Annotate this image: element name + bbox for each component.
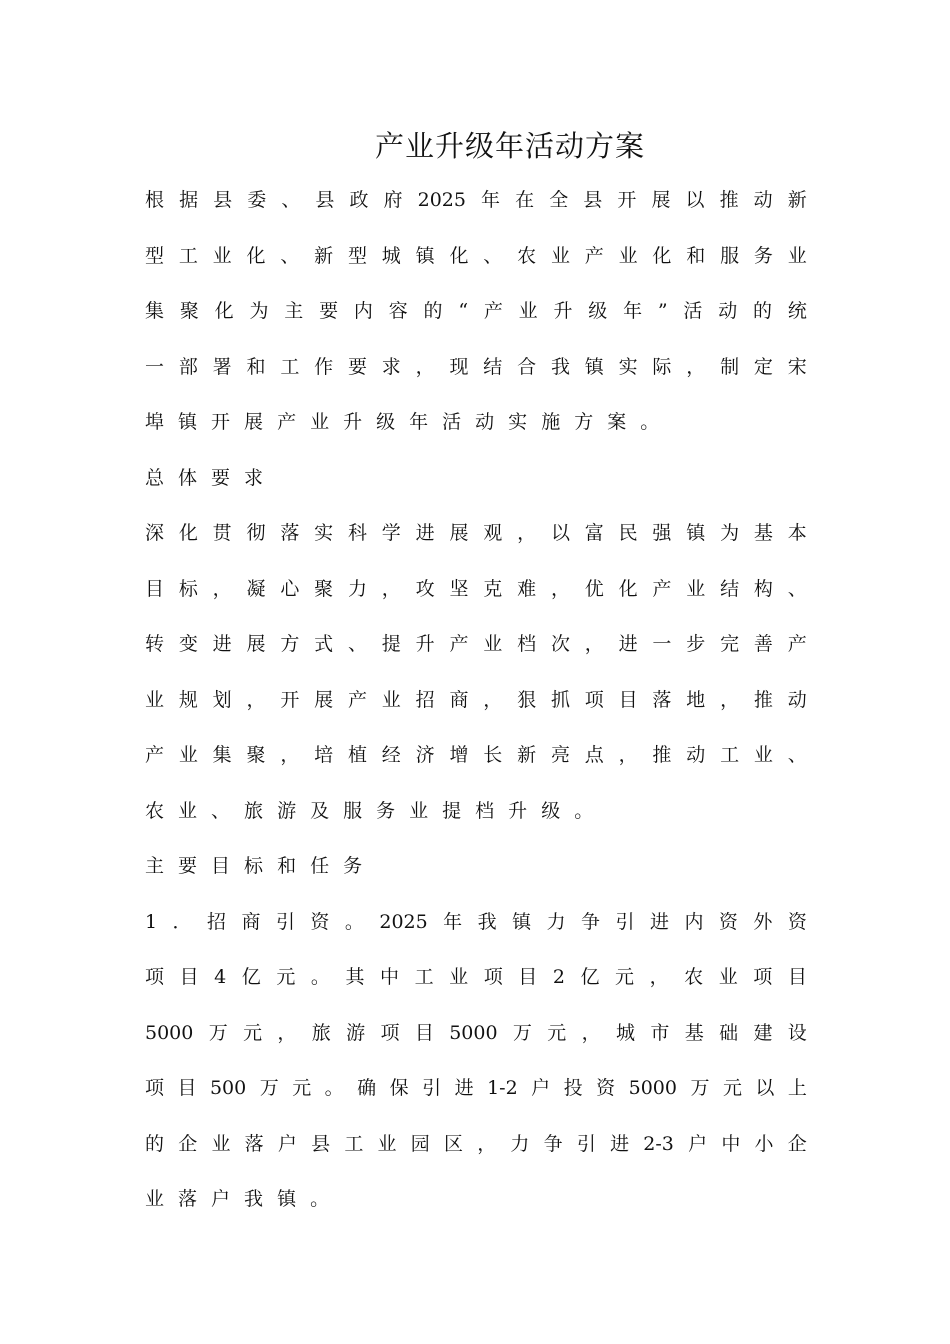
- body-line: 产 业 集 聚 ， 培 植 经 济 增 长 新 亮 点 ， 推 动 工 业 、: [145, 744, 807, 766]
- document-title: 产业升级年活动方案: [374, 129, 645, 163]
- body-line: 业 落 户 我 镇 。: [145, 1188, 330, 1210]
- body-line: 农 业 、 旅 游 及 服 务 业 提 档 升 级 。: [145, 799, 594, 822]
- body-line: 根 据 县 委 、 县 政 府 2025 年 在 全 县 开 展 以 推 动 新: [145, 189, 807, 211]
- body-line: 总 体 要 求: [145, 466, 264, 489]
- body-line: 目 标 ， 凝 心 聚 力 ， 攻 坚 克 难 ， 优 化 产 业 结 构 、: [145, 577, 807, 600]
- body-line: 项 目 4 亿 元 。 其 中 工 业 项 目 2 亿 元 ， 农 业 项 目: [145, 966, 807, 988]
- body-line: 5000 万 元 ， 旅 游 项 目 5000 万 元 ， 城 市 基 础 建 设: [145, 1021, 807, 1044]
- body-line: 的 企 业 落 户 县 工 业 园 区 ， 力 争 引 进 2-3 户 中 小 企: [145, 1132, 807, 1155]
- body-line: 业 规 划 ， 开 展 产 业 招 商 ， 狠 抓 项 目 落 地 ， 推 动: [145, 688, 807, 711]
- body-line: 转 变 进 展 方 式 、 提 升 产 业 档 次 ， 进 一 步 完 善 产: [145, 633, 807, 655]
- body-line: 主 要 目 标 和 任 务: [145, 855, 363, 877]
- body-line: 集 聚 化 为 主 要 内 容 的 “ 产 业 升 级 年 ” 活 动 的 统: [145, 300, 807, 322]
- body-line: 项 目 500 万 元 。 确 保 引 进 1-2 户 投 资 5000 万 元 以 上: [145, 1077, 807, 1099]
- body-line: 深 化 贯 彻 落 实 科 学 进 展 观 ， 以 富 民 强 镇 为 基 本: [145, 522, 807, 544]
- body-line: 一 部 署 和 工 作 要 求 ， 现 结 合 我 镇 实 际 ， 制 定 宋: [145, 355, 807, 378]
- body-line: 埠 镇 开 展 产 业 升 级 年 活 动 实 施 方 案 。: [145, 411, 660, 433]
- body-line: 型 工 业 化 、 新 型 城 镇 化 、 农 业 产 业 化 和 服 务 业: [145, 244, 807, 267]
- body-line: 1 ． 招 商 引 资 。 2025 年 我 镇 力 争 引 进 内 资 外 资: [145, 910, 807, 933]
